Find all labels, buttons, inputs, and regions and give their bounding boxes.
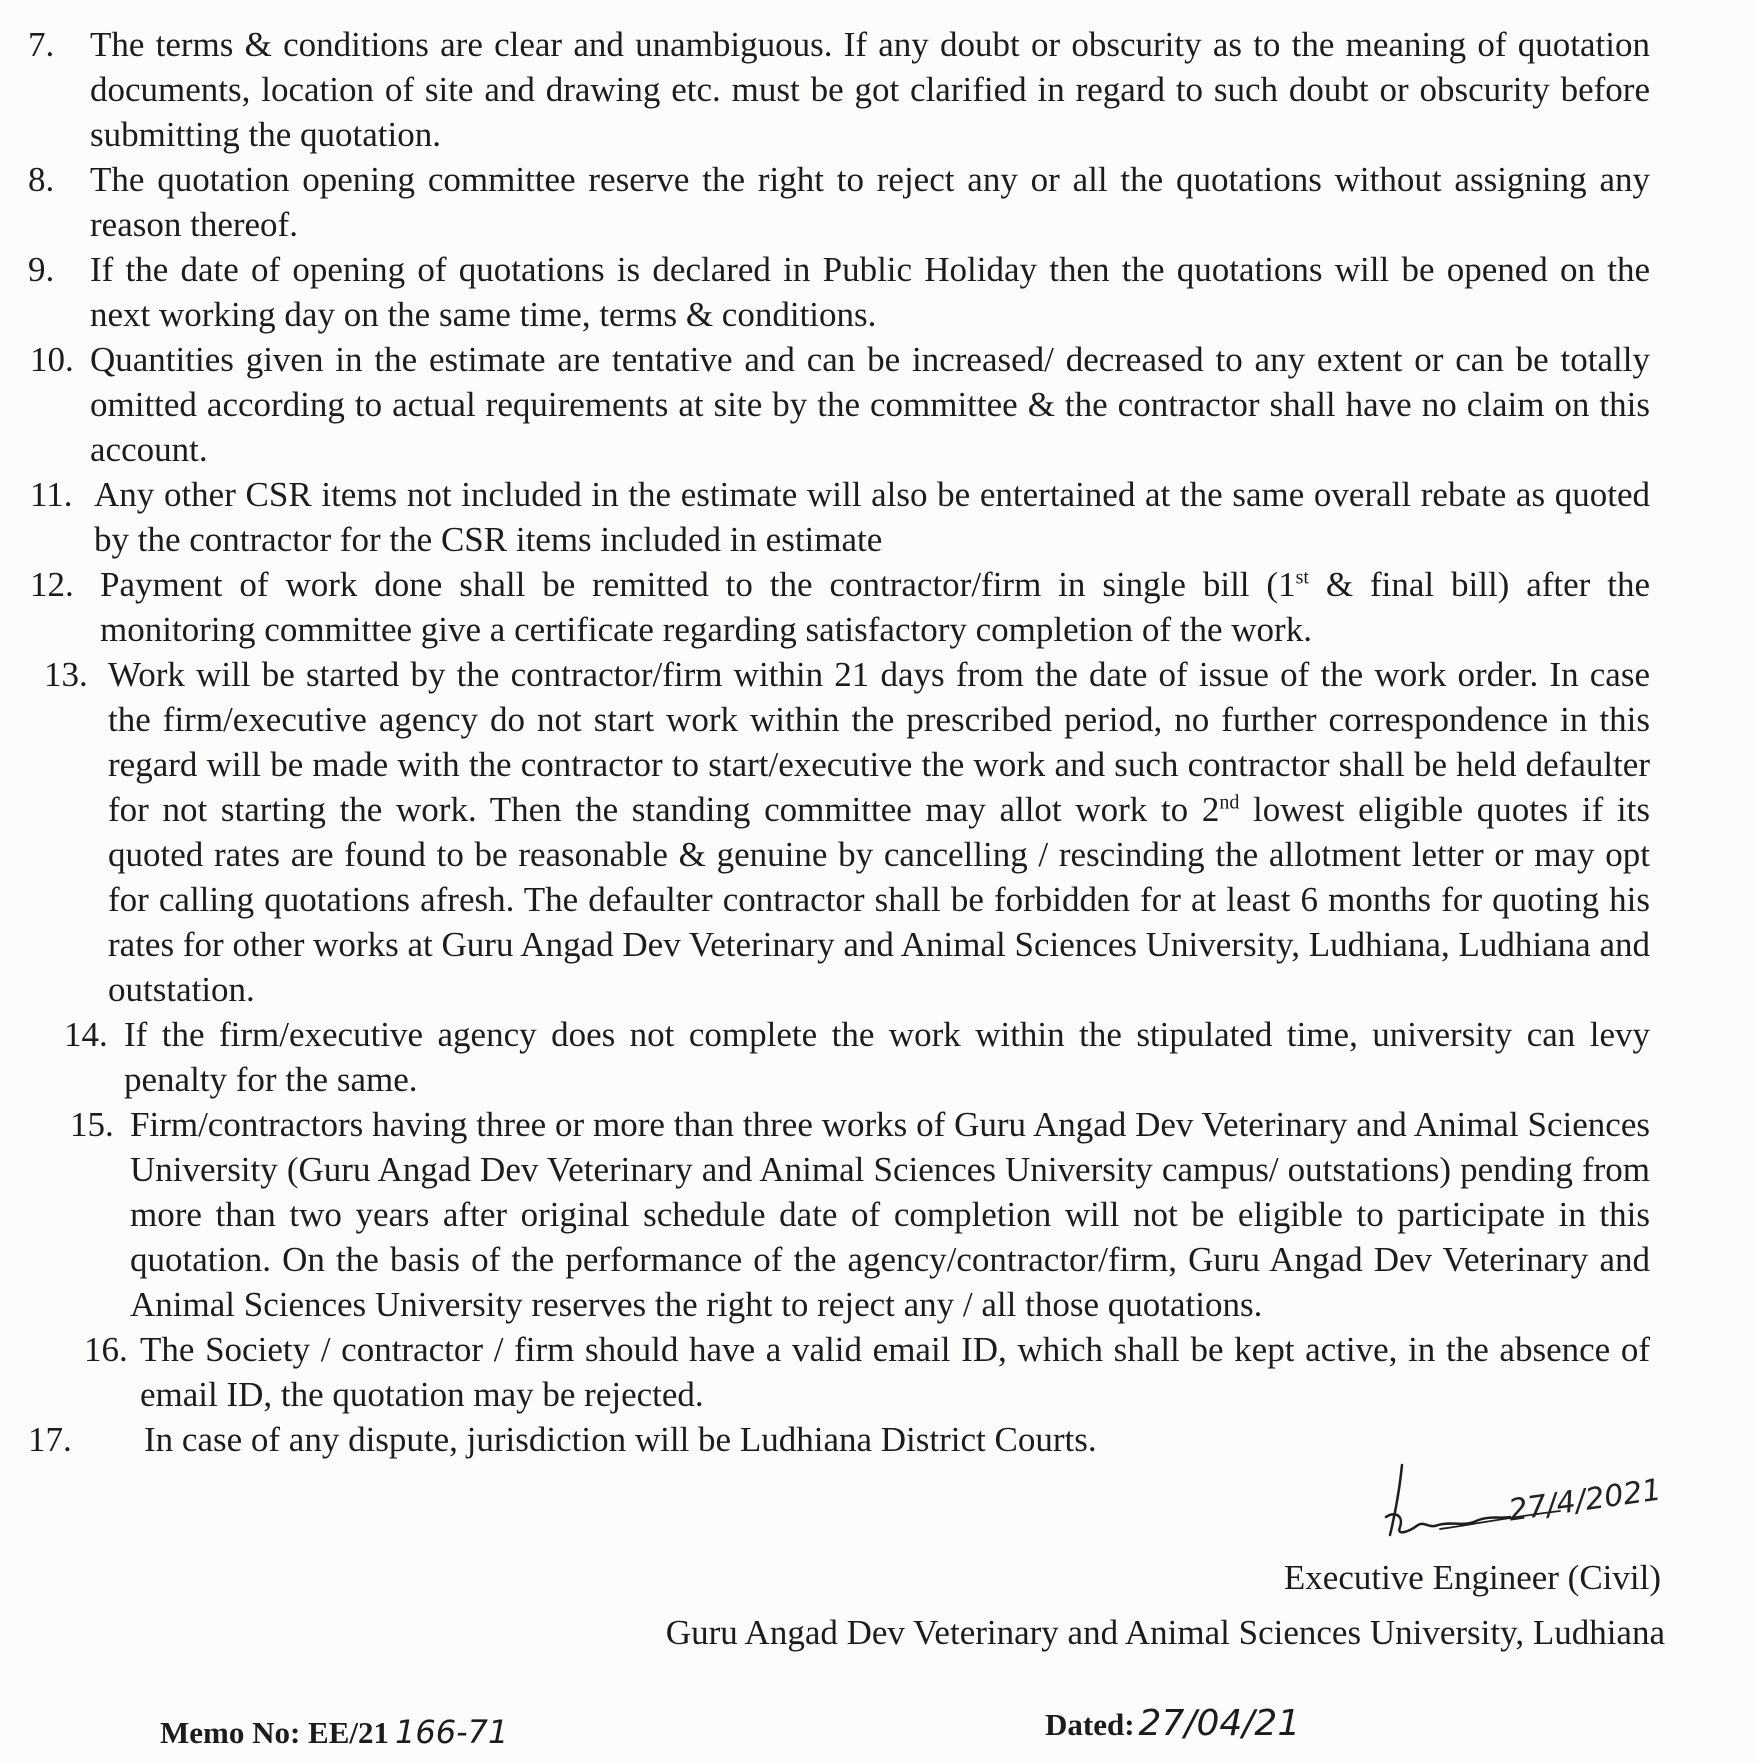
term-text [108,655,1650,1009]
dated-field [1045,1703,1300,1744]
term-text: Quantities given in the estimate are tentative and can be increased/ decreased to any extent or can be totally omitted according to actual requirements at site by the committee & the contractor shall have no claim on this account. [90,340,1650,469]
term-text [100,565,1650,649]
term-item-7 [28,22,1650,157]
term-item-14 [28,1012,1650,1102]
term-item-9 [28,247,1650,337]
term-number: 14. [64,1015,108,1054]
term-number: 7. [28,25,55,64]
term-text: The quotation opening committee reserve the right to reject any or all the quotations without assigning any reason thereof. [90,160,1650,244]
term-item-10 [28,337,1650,472]
term-text: Firm/contractors having three or more than three works of Guru Angad Dev Veterinary and Animal Sciences University (Guru Angad Dev Veterinary and Animal Sciences University campus/ outstations) pending from more than two years after original schedule date of completion will not be eligible to participate in this quotation. On the basis of the performance of the agency/contractor/firm, Guru Angad Dev Veterinary and Animal Sciences University reserves the right to reject any / all those quotations. [130,1105,1650,1324]
term-item-15 [28,1102,1650,1327]
signature-block [1360,1455,1680,1565]
dated-handwritten: 27/04/21 [1138,1703,1301,1744]
term-text: If the date of opening of quotations is declared in Public Holiday then the quotations will be opened on the next working day on the same time, terms & conditions. [90,250,1650,334]
memo-number [160,1713,508,1751]
term-number: 8. [28,160,55,199]
ordinal-superscript: nd [1219,791,1240,814]
dated-label: Dated: [1045,1707,1135,1742]
term-number: 10. [30,340,74,379]
term-text-after: & final bill) after the monitoring committee give a certificate regarding satisfactory completion of the work. [100,565,1650,649]
term-number: 17. [28,1420,72,1459]
term-text: The Society / contractor / firm should have a valid email ID, which shall be kept active, in the absence of email ID, the quotation may be rejected. [140,1330,1650,1414]
term-number: 9. [28,250,55,289]
term-number: 12. [30,565,74,604]
term-number: 13. [44,655,88,694]
term-item-11 [28,472,1650,562]
term-number: 15. [70,1105,114,1144]
term-text-before: Payment of work done shall be remitted to the contractor/firm in single bill (1 [100,565,1296,604]
signature-date: 27/4/2021 [1506,1472,1664,1529]
university-name: Guru Angad Dev Veterinary and Animal Sciences University, Ludhiana [665,1613,1665,1652]
memo-label: Memo No: EE/21 [160,1715,390,1750]
ordinal-superscript: st [1295,566,1309,589]
term-number: 16. [84,1330,128,1369]
term-item-16 [28,1327,1650,1417]
term-text: Any other CSR items not included in the estimate will also be entertained at the same overall rebate as quoted by the contractor for the CSR items included in estimate [94,475,1650,559]
designation: Executive Engineer (Civil) [1283,1558,1661,1597]
memo-handwritten: 166-71 [395,1713,509,1751]
term-item-12 [28,562,1650,652]
term-item-13 [28,652,1650,1012]
term-text-after: lowest eligible quotes if its quoted rates are found to be reasonable & genuine by cancelling / rescinding the allotment letter or may opt for calling quotations afresh. The defaulter contractor shall be forbidden for at least 6 months for quoting his rates for other works at Guru Angad Dev Veterinary and Animal Sciences University, Ludhiana, Ludhiana and outstation. [108,790,1650,1009]
term-item-8 [28,157,1650,247]
term-text: If the firm/executive agency does not complete the work within the stipulated time, university can levy penalty for the same. [124,1015,1650,1099]
term-text: In case of any dispute, jurisdiction will be Ludhiana District Courts. [144,1420,1097,1459]
term-text: The terms & conditions are clear and unambiguous. If any doubt or obscurity as to the meaning of quotation documents, location of site and drawing etc. must be got clarified in regard to such doubt or obscurity before submitting the quotation. [90,25,1650,154]
terms-list [28,22,1650,1462]
term-number: 11. [30,475,73,514]
term-text-before: Work will be started by the contractor/firm within 21 days from the date of issue of the work order. In case the firm/executive agency do not start work within the prescribed period, no further correspondence in this regard will be made with the contractor to start/executive the work and such contractor shall be held defaulter for not starting the work. Then the standing committee may allot work to 2 [108,655,1650,829]
